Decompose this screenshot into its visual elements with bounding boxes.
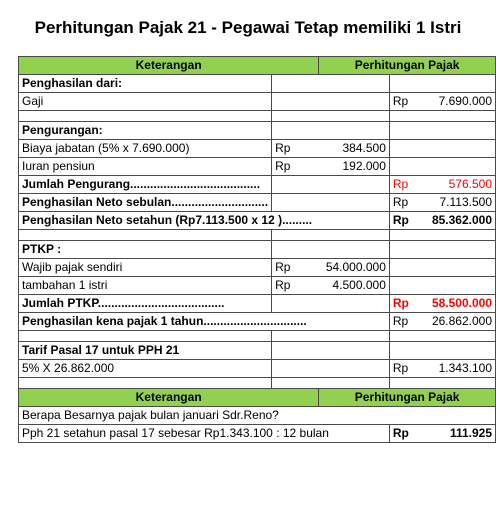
tarif-heading: Tarif Pasal 17 untuk PPH 21	[19, 342, 272, 360]
neto-setahun-value: 85.362.000	[426, 212, 495, 230]
table-row	[19, 425, 496, 443]
biaya-jabatan-label: Biaya jabatan (5% x 7.690.000)	[19, 140, 272, 158]
footer-header-keterangan: Keterangan	[19, 389, 319, 407]
penghasilan-heading: Penghasilan dari:	[19, 75, 272, 93]
iuran-pensiun-value: 192.000	[319, 158, 390, 176]
answer-value: 111.925	[426, 425, 495, 443]
tambahan-istri-currency: Rp	[272, 277, 319, 295]
pkp-value: 26.862.000	[426, 313, 495, 331]
footer-header-perhitungan-pajak: Perhitungan Pajak	[319, 389, 496, 407]
table-row	[19, 360, 496, 378]
iuran-pensiun-label: Iuran pensiun	[19, 158, 272, 176]
neto-sebulan-currency: Rp	[389, 194, 426, 212]
wajib-pajak-label: Wajib pajak sendiri	[19, 259, 272, 277]
tarif-calc-label: 5% X 26.862.000	[19, 360, 272, 378]
jumlah-ptkp-value: 58.500.000	[426, 295, 495, 313]
jumlah-ptkp-label: Jumlah PTKP......................................	[19, 295, 272, 313]
header-perhitungan-pajak: Perhitungan Pajak	[319, 57, 496, 75]
table-row	[19, 122, 496, 140]
neto-setahun-label: Penghasilan Neto setahun (Rp7.113.500 x 12 ).........	[19, 212, 390, 230]
gaji-label: Gaji	[19, 93, 272, 111]
neto-sebulan-value: 7.113.500	[426, 194, 495, 212]
tarif-calc-currency: Rp	[389, 360, 426, 378]
biaya-jabatan-value: 384.500	[319, 140, 390, 158]
table-row	[19, 241, 496, 259]
table-row	[19, 277, 496, 295]
answer-label: Pph 21 setahun pasal 17 sebesar Rp1.343.100 : 12 bulan	[19, 425, 390, 443]
gaji-value: 7.690.000	[426, 93, 495, 111]
jumlah-ptkp-currency: Rp	[389, 295, 426, 313]
tambahan-istri-value: 4.500.000	[319, 277, 390, 295]
table-row	[19, 313, 496, 331]
table-row	[19, 93, 496, 111]
pkp-currency: Rp	[389, 313, 426, 331]
ptkp-heading: PTKP :	[19, 241, 272, 259]
gaji-currency: Rp	[389, 93, 426, 111]
question-text: Berapa Besarnya pajak bulan januari Sdr.Reno?	[19, 407, 496, 425]
table-row	[19, 194, 496, 212]
table-row	[19, 295, 496, 313]
biaya-jabatan-currency: Rp	[272, 140, 319, 158]
pengurangan-heading: Pengurangan:	[19, 122, 272, 140]
table-row	[19, 158, 496, 176]
iuran-pensiun-currency: Rp	[272, 158, 319, 176]
wajib-pajak-value: 54.000.000	[319, 259, 390, 277]
neto-sebulan-label: Penghasilan Neto sebulan.............................	[19, 194, 272, 212]
jumlah-pengurang-label: Jumlah Pengurang.......................................	[19, 176, 272, 194]
page-title: Perhitungan Pajak 21 - Pegawai Tetap memiliki 1 Istri	[34, 18, 462, 37]
table-header	[19, 57, 496, 75]
table-row	[19, 212, 496, 230]
wajib-pajak-currency: Rp	[272, 259, 319, 277]
table-row	[19, 75, 496, 93]
tarif-calc-value: 1.343.100	[426, 360, 495, 378]
table-row	[19, 176, 496, 194]
footer-header	[19, 389, 496, 407]
table-row	[19, 407, 496, 425]
table-row	[19, 140, 496, 158]
header-keterangan: Keterangan	[19, 57, 319, 75]
table-row	[19, 259, 496, 277]
neto-setahun-currency: Rp	[389, 212, 426, 230]
jumlah-pengurang-value: 576.500	[426, 176, 495, 194]
answer-currency: Rp	[389, 425, 426, 443]
table-row	[19, 342, 496, 360]
pkp-label: Penghasilan kena pajak 1 tahun...............................	[19, 313, 390, 331]
jumlah-pengurang-currency: Rp	[389, 176, 426, 194]
tax-calculation-table	[18, 56, 496, 443]
tambahan-istri-label: tambahan 1 istri	[19, 277, 272, 295]
